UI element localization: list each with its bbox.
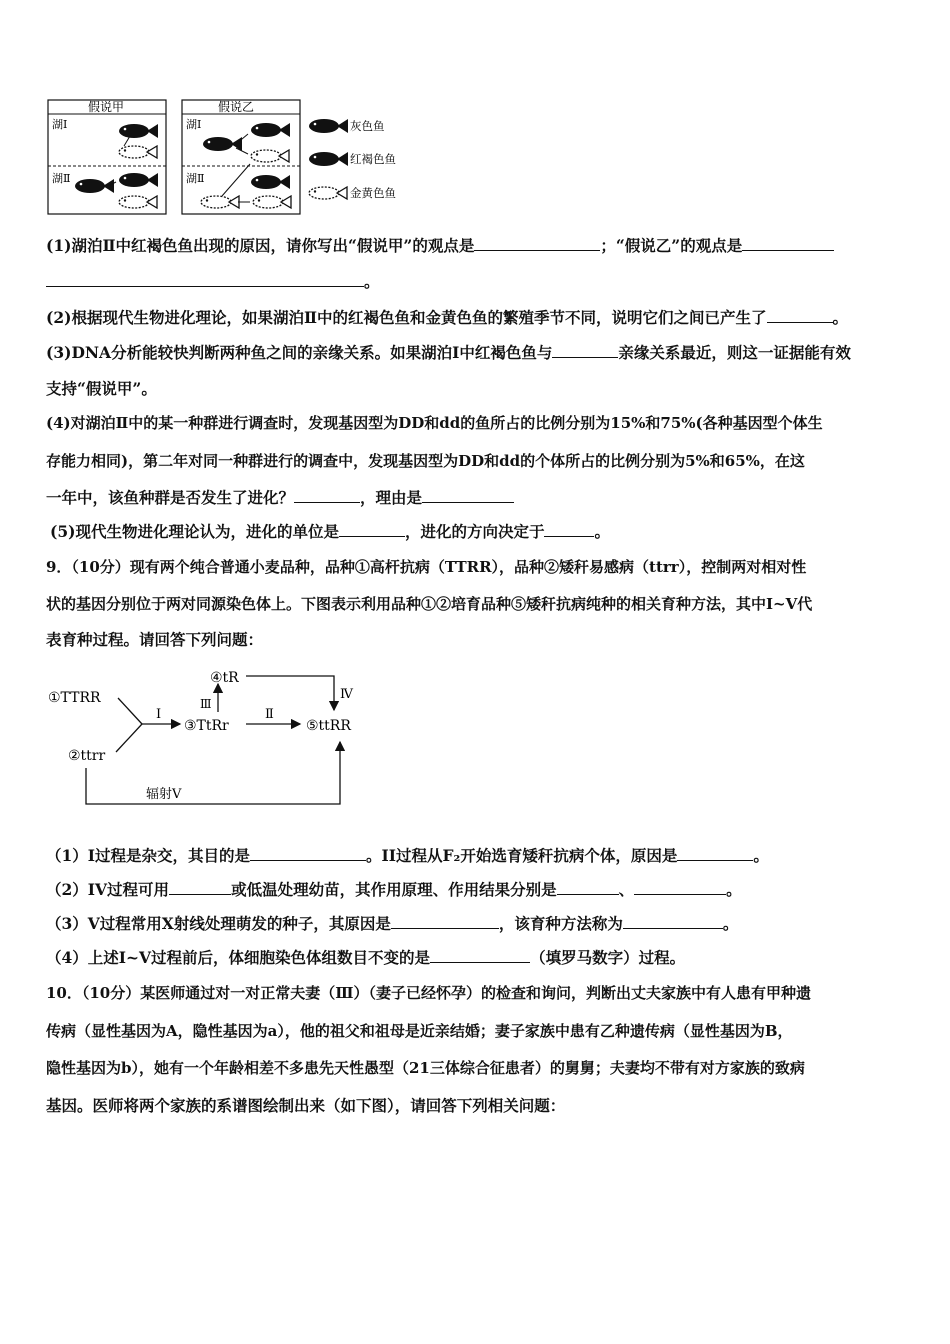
- q8-p4-text-a: (4)对湖泊Ⅱ中的某一种群进行调查时，发现基因型为DD和dd的鱼所占的比例分别为15%和75%(各种基因型个体生: [46, 414, 823, 432]
- legend-golden: 金黄色鱼: [350, 186, 396, 200]
- q10-text-b: 传病（显性基因为A，隐性基因为a），他的祖父和祖母是近亲结婚；妻子家族中患有乙种遗传病（显性基因为B，: [46, 1022, 793, 1040]
- q8-part5: [50, 522, 912, 542]
- q8-p4-text-c: 一年中，该鱼种群是否发生了进化？: [46, 488, 295, 507]
- q8-part3-cont: [46, 379, 908, 399]
- q10-line1: [46, 983, 908, 1003]
- q8-p5-text-a: (5)现代生物进化理论认为，进化的单位是: [50, 522, 339, 541]
- q9-s1-end: 。: [753, 846, 769, 865]
- label-IV: Ⅳ: [340, 687, 353, 702]
- label-I: Ⅰ: [156, 707, 162, 722]
- node-1: ①TTRR: [48, 690, 101, 706]
- panel-yi-lake1: 湖Ⅰ: [186, 118, 202, 131]
- q9-s2-text-a: （2）IV过程可用: [46, 880, 170, 899]
- node-5: ⑤ttRR: [306, 718, 351, 734]
- q8-part2: [46, 308, 908, 328]
- panel-yi-title: 假说乙: [218, 100, 255, 114]
- answer-blank[interactable]: [552, 343, 618, 358]
- q8-p3-text-c: 支持“假说甲”。: [46, 379, 157, 398]
- q8-p4-text-d: ，理由是: [360, 488, 423, 507]
- node-4: ④tR: [210, 670, 239, 686]
- q9-intro-a: 9．（10分）现有两个纯合普通小麦品种，品种①高杆抗病（TTRR），品种②矮秆易感病（ttrr），控制两对相对性: [46, 558, 807, 576]
- q10-line3: [46, 1058, 908, 1078]
- panel-yi-lake2: 湖Ⅱ: [186, 172, 205, 185]
- label-V: 辐射Ⅴ: [146, 787, 182, 802]
- answer-blank[interactable]: [544, 522, 594, 537]
- node-2: ②ttrr: [68, 748, 106, 764]
- q9-s3-end: 。: [722, 914, 739, 933]
- q9-intro-cont2: [46, 630, 908, 650]
- answer-blank[interactable]: [474, 236, 600, 251]
- panel-jia-title: 假说甲: [88, 100, 125, 114]
- q10-line2: [46, 1021, 908, 1041]
- answer-blank[interactable]: [391, 914, 499, 929]
- q10-line4: [46, 1096, 908, 1116]
- q8-p3-text-a: (3)DNA分析能较快判断两种鱼之间的亲缘关系。如果湖泊Ⅰ中红褐色鱼与: [46, 343, 553, 362]
- answer-blank[interactable]: [677, 846, 753, 861]
- answer-blank[interactable]: [294, 488, 360, 503]
- q8-part1-cont: [46, 272, 908, 292]
- answer-blank[interactable]: [623, 914, 723, 929]
- q9-s4-text-b: （填罗马数字）过程。: [530, 948, 686, 967]
- q8-p2-end: 。: [832, 308, 849, 327]
- q8-part4: [46, 413, 908, 433]
- q9-s1-text-b: 。II过程从F₂开始选育矮秆抗病个体，原因是: [366, 846, 678, 865]
- legend-red-brown: 红褐色鱼: [350, 152, 396, 166]
- q9-sub2: [46, 880, 908, 900]
- label-II: Ⅱ: [265, 707, 274, 722]
- q9-s3-text-a: （3）V过程常用X射线处理萌发的种子，其原因是: [46, 914, 391, 933]
- answer-blank[interactable]: [169, 880, 231, 895]
- panel-jia-lake1: 湖Ⅰ: [52, 118, 68, 131]
- answer-blank[interactable]: [422, 488, 514, 503]
- panel-jia-lake2: 湖Ⅱ: [52, 172, 71, 185]
- q8-p5-text-b: ，进化的方向决定于: [404, 522, 545, 541]
- answer-blank[interactable]: [634, 880, 726, 895]
- node-3: ③TtRr: [184, 718, 229, 734]
- q10-text-c: 隐性基因为b），她有一个年龄相差不多患先天性愚型（21三体综合征患者）的舅舅；夫妻均不带有对方家族的致病: [46, 1059, 805, 1077]
- answer-blank[interactable]: [250, 846, 366, 861]
- answer-blank[interactable]: [46, 272, 364, 287]
- q8-part1: [46, 236, 908, 256]
- answer-blank[interactable]: [767, 308, 833, 323]
- answer-blank[interactable]: [742, 236, 834, 251]
- q8-p1-text-b: ；“假说乙”的观点是: [600, 236, 743, 255]
- q9-s2-text-b: 或低温处理幼苗，其作用原理、作用结果分别是: [231, 880, 557, 899]
- q8-part4-cont: [46, 451, 908, 471]
- q8-part4-cont2: [46, 488, 908, 508]
- hypothesis-figure: [46, 98, 416, 218]
- q9-s3-text-b: ，该育种方法称为: [498, 914, 623, 933]
- q9-s1-text-a: （1）Ⅰ过程是杂交，其目的是: [46, 846, 251, 865]
- q9-intro-c: 表育种过程。请回答下列问题：: [46, 630, 264, 649]
- q8-p1-text-a: (1)湖泊Ⅱ中红褐色鱼出现的原因，请你写出“假说甲”的观点是: [46, 236, 475, 255]
- answer-blank[interactable]: [339, 522, 405, 537]
- q9-s2-end: 。: [726, 880, 742, 899]
- q9-intro-cont: [46, 594, 908, 614]
- q9-intro: [46, 557, 908, 577]
- q9-s4-text-a: （4）上述Ⅰ~Ⅴ过程前后，体细胞染色体组数目不变的是: [46, 948, 431, 967]
- q8-part3: [46, 343, 908, 363]
- q8-p4-text-b: 存能力相同)，第二年对同一种群进行的调查中，发现基因型为DD和dd的个体所占的比例分别为5%和65%，在这: [46, 452, 805, 470]
- q10-text-a: 10．（10分）某医师通过对一对正常夫妻（Ⅲ）（妻子已经怀孕）的检查和询问，判断出丈夫家族中有人患有甲种遗: [46, 984, 812, 1002]
- q8-p3-text-b: 亲缘关系最近，则这一证据能有效: [618, 343, 851, 362]
- legend-gray: 灰色鱼: [350, 119, 385, 133]
- q9-sub1: [46, 846, 908, 866]
- answer-blank[interactable]: [430, 948, 530, 963]
- q9-sub4: [46, 948, 908, 968]
- q9-intro-b: 状的基因分别位于两对同源染色体上。下图表示利用品种①②培育品种⑤矮秆抗病纯种的相关育种方法，其中Ⅰ~Ⅴ代: [46, 595, 813, 613]
- q8-p5-end: 。: [594, 522, 610, 541]
- breeding-diagram: [48, 660, 380, 810]
- q9-s2-sep: 、: [618, 880, 635, 899]
- q8-p1-end: 。: [364, 272, 380, 291]
- q9-sub3: [46, 914, 908, 934]
- q10-text-d: 基因。医师将两个家族的系谱图绘制出来（如下图），请回答下列相关问题：: [46, 1096, 566, 1115]
- label-III: Ⅲ: [200, 697, 212, 711]
- q8-p2-text: (2)根据现代生物进化理论，如果湖泊Ⅱ中的红褐色鱼和金黄色鱼的繁殖季节不同，说明它们之间已产生了: [46, 308, 767, 327]
- answer-blank[interactable]: [557, 880, 619, 895]
